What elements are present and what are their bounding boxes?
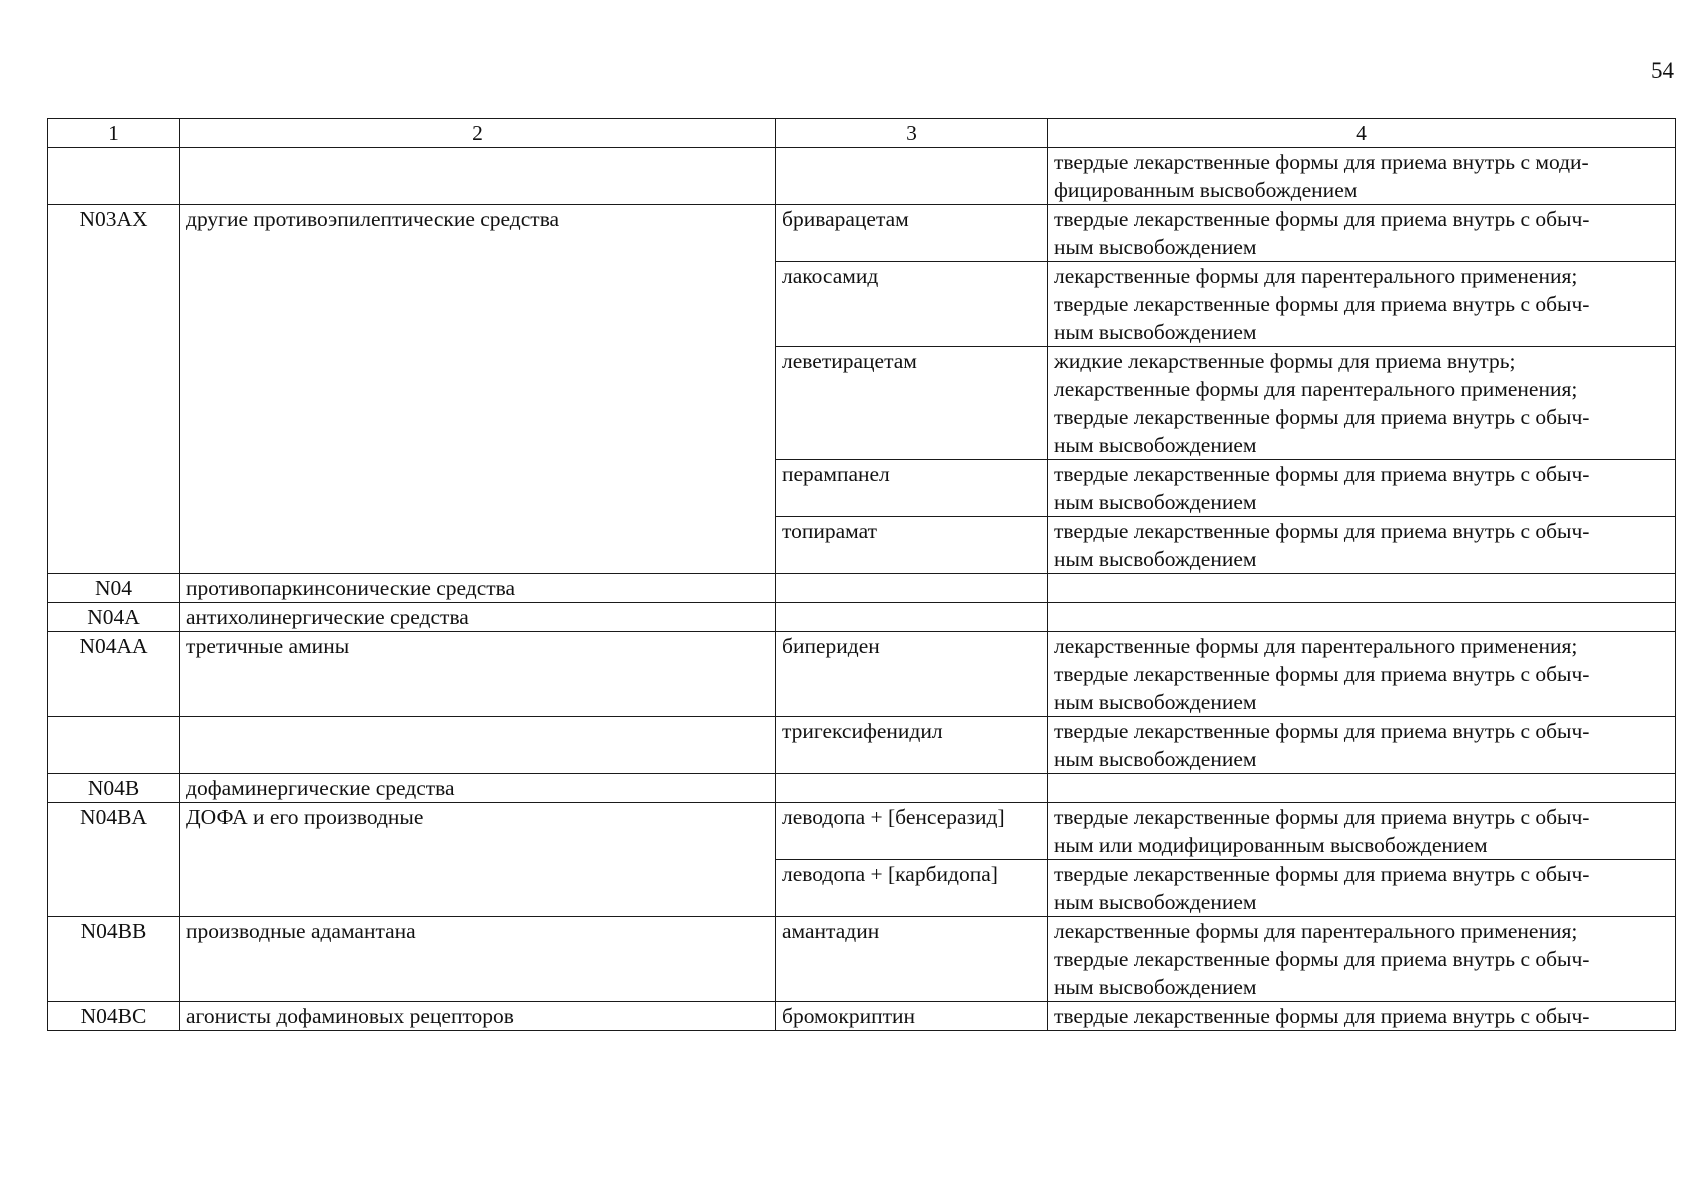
dosage-form-cell: твердые лекарственные формы для приема внутрь с обыч- ным высвобождением [1048, 517, 1676, 574]
drug-name-cell: бипериден [776, 632, 1048, 717]
dosage-form-cell: твердые лекарственные формы для приема внутрь с обыч- ным высвобождением [1048, 205, 1676, 262]
table-row [48, 603, 1676, 632]
drug-name-cell [776, 148, 1048, 205]
dosage-form-cell: лекарственные формы для парентерального применения; твердые лекарственные формы для приема внутрь с обыч- ным высвобождением [1048, 632, 1676, 717]
table-row [48, 574, 1676, 603]
drug-name-cell: амантадин [776, 917, 1048, 1002]
drug-name-cell [776, 574, 1048, 603]
drug-name-cell: топирамат [776, 517, 1048, 574]
atc-code-cell: N04BC [48, 1002, 180, 1031]
drug-name-cell: бромокриптин [776, 1002, 1048, 1031]
drug-classification-table [47, 118, 1676, 1031]
drug-name-cell: лакосамид [776, 262, 1048, 347]
atc-code-cell [48, 148, 180, 205]
header-row [48, 119, 1676, 148]
drug-name-cell: тригексифенидил [776, 717, 1048, 774]
group-name-cell: противопаркинсонические средства [180, 574, 776, 603]
table-row [48, 148, 1676, 205]
dosage-form-cell: твердые лекарственные формы для приема внутрь с обыч- ным высвобождением [1048, 717, 1676, 774]
drug-name-cell [776, 603, 1048, 632]
drug-name-cell: леветирацетам [776, 347, 1048, 460]
drug-name-cell [776, 774, 1048, 803]
dosage-form-cell: твердые лекарственные формы для приема внутрь с обыч- ным высвобождением [1048, 860, 1676, 917]
group-name-cell: третичные амины [180, 632, 776, 717]
group-name-cell: антихолинергические средства [180, 603, 776, 632]
atc-code-cell: N04AA [48, 632, 180, 717]
group-name-cell: дофаминергические средства [180, 774, 776, 803]
dosage-form-cell [1048, 774, 1676, 803]
table-row [48, 803, 1676, 860]
drug-name-cell: леводопа + [бенсеразид] [776, 803, 1048, 860]
column-header-4: 4 [1048, 119, 1676, 148]
table-row [48, 205, 1676, 262]
atc-code-cell: N04A [48, 603, 180, 632]
table-row [48, 632, 1676, 717]
column-header-3: 3 [776, 119, 1048, 148]
drug-name-cell: перампанел [776, 460, 1048, 517]
atc-code-cell: N04BB [48, 917, 180, 1002]
atc-code-cell: N04 [48, 574, 180, 603]
dosage-form-cell [1048, 603, 1676, 632]
atc-code-cell: N04B [48, 774, 180, 803]
table-row [48, 774, 1676, 803]
atc-code-cell [48, 717, 180, 774]
dosage-form-cell: лекарственные формы для парентерального применения; твердые лекарственные формы для приема внутрь с обыч- ным высвобождением [1048, 262, 1676, 347]
table-row [48, 1002, 1676, 1031]
group-name-cell: производные адамантана [180, 917, 776, 1002]
atc-code-cell: N04BA [48, 803, 180, 917]
dosage-form-cell: твердые лекарственные формы для приема внутрь с обыч- ным или модифицированным высвобождением [1048, 803, 1676, 860]
group-name-cell: другие противоэпилептические средства [180, 205, 776, 574]
dosage-form-cell: жидкие лекарственные формы для приема внутрь; лекарственные формы для парентерального применения; твердые лекарственные формы для приема внутрь с обыч- ным высвобождением [1048, 347, 1676, 460]
group-name-cell: ДОФА и его производные [180, 803, 776, 917]
dosage-form-cell [1048, 574, 1676, 603]
atc-code-cell: N03AX [48, 205, 180, 574]
table-row [48, 917, 1676, 1002]
dosage-form-cell: твердые лекарственные формы для приема внутрь с моди- фицированным высвобождением [1048, 148, 1676, 205]
group-name-cell [180, 717, 776, 774]
drug-name-cell: леводопа + [карбидопа] [776, 860, 1048, 917]
column-header-1: 1 [48, 119, 180, 148]
column-header-2: 2 [180, 119, 776, 148]
dosage-form-cell: твердые лекарственные формы для приема внутрь с обыч- [1048, 1002, 1676, 1031]
drug-name-cell: бриварацетам [776, 205, 1048, 262]
page-number: 54 [1651, 58, 1674, 83]
table-row [48, 717, 1676, 774]
dosage-form-cell: твердые лекарственные формы для приема внутрь с обыч- ным высвобождением [1048, 460, 1676, 517]
dosage-form-cell: лекарственные формы для парентерального применения; твердые лекарственные формы для приема внутрь с обыч- ным высвобождением [1048, 917, 1676, 1002]
group-name-cell [180, 148, 776, 205]
group-name-cell: агонисты дофаминовых рецепторов [180, 1002, 776, 1031]
